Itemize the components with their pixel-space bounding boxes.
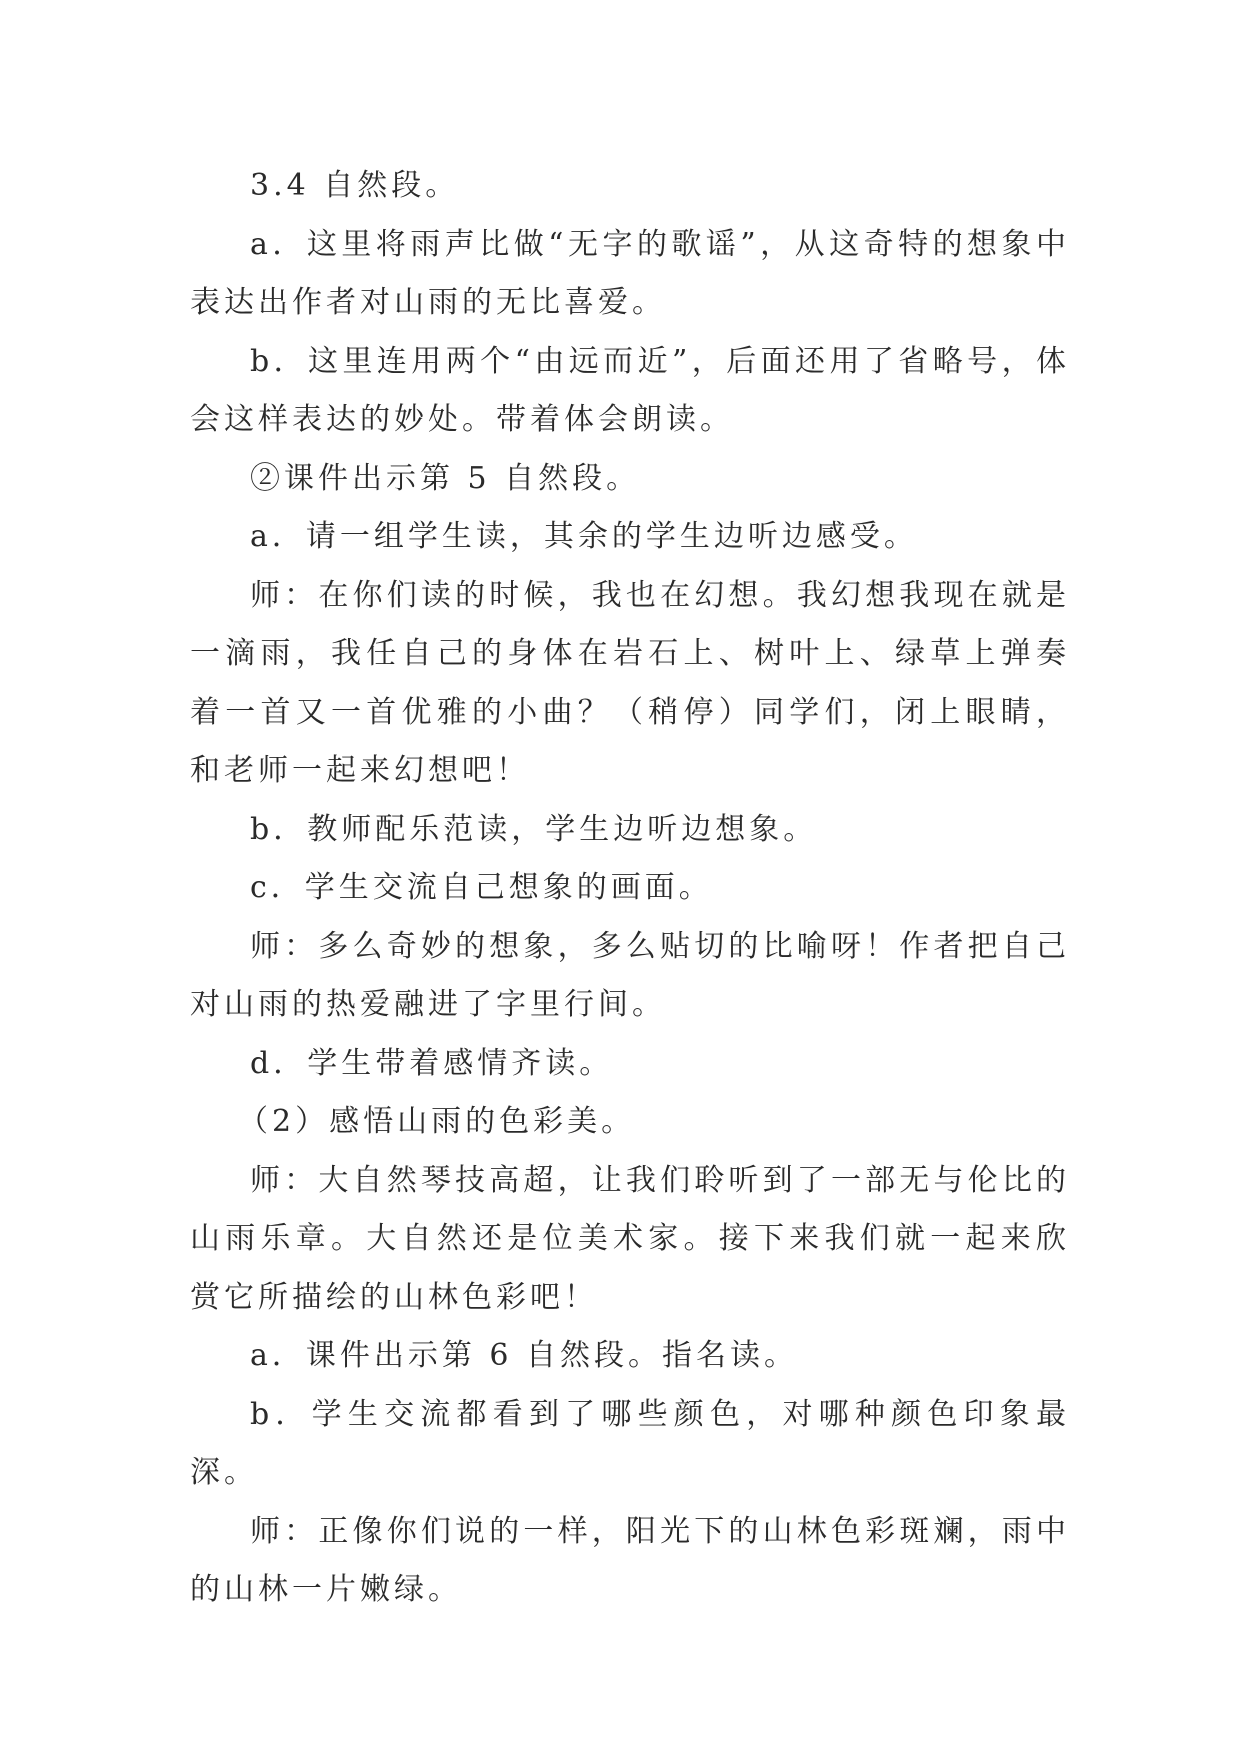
paragraph: a．请一组学生读，其余的学生边听边感受。 bbox=[250, 519, 918, 554]
paragraph: b．教师配乐范读，学生边听边想象。 bbox=[250, 811, 818, 847]
document-body bbox=[190, 157, 1070, 1620]
paragraph: ②课件出示第 5 自然段。 bbox=[250, 460, 641, 496]
paragraph: b．学生交流都看到了哪些颜色，对哪种颜色印象最深。 bbox=[190, 1396, 1070, 1490]
paragraph: 师：正像你们说的一样，阳光下的山林色彩斑斓，雨中的山林一片嫩绿。 bbox=[190, 1513, 1070, 1607]
section-heading: （2）感悟山雨的色彩美。 bbox=[238, 1104, 636, 1139]
paragraph: 3.4 自然段。 bbox=[250, 168, 460, 203]
paragraph: d．学生带着感情齐读。 bbox=[250, 1045, 614, 1081]
paragraph: 师：在你们读的时候，我也在幻想。我幻想我现在就是一滴雨，我任自己的身体在岩石上、树叶上、绿草上弹奏着一首又一首优雅的小曲？（稍停）同学们，闭上眼睛，和老师一起来幻想吧！ bbox=[190, 577, 1070, 788]
paragraph: c．学生交流自己想象的画面。 bbox=[250, 870, 713, 905]
paragraph: b．这里连用两个“由远而近”，后面还用了省略号，体会这样表达的妙处。带着体会朗读。 bbox=[190, 343, 1070, 437]
paragraph: 师：大自然琴技高超，让我们聆听到了一部无与伦比的山雨乐章。大自然还是位美术家。接下来我们就一起来欣赏它所描绘的山林色彩吧！ bbox=[190, 1162, 1070, 1315]
paragraph: 师：多么奇妙的想象，多么贴切的比喻呀！作者把自己对山雨的热爱融进了字里行间。 bbox=[190, 928, 1070, 1022]
paragraph: a．课件出示第 6 自然段。指名读。 bbox=[250, 1338, 799, 1373]
paragraph: a．这里将雨声比做“无字的歌谣”，从这奇特的想象中表达出作者对山雨的无比喜爱。 bbox=[190, 226, 1070, 320]
